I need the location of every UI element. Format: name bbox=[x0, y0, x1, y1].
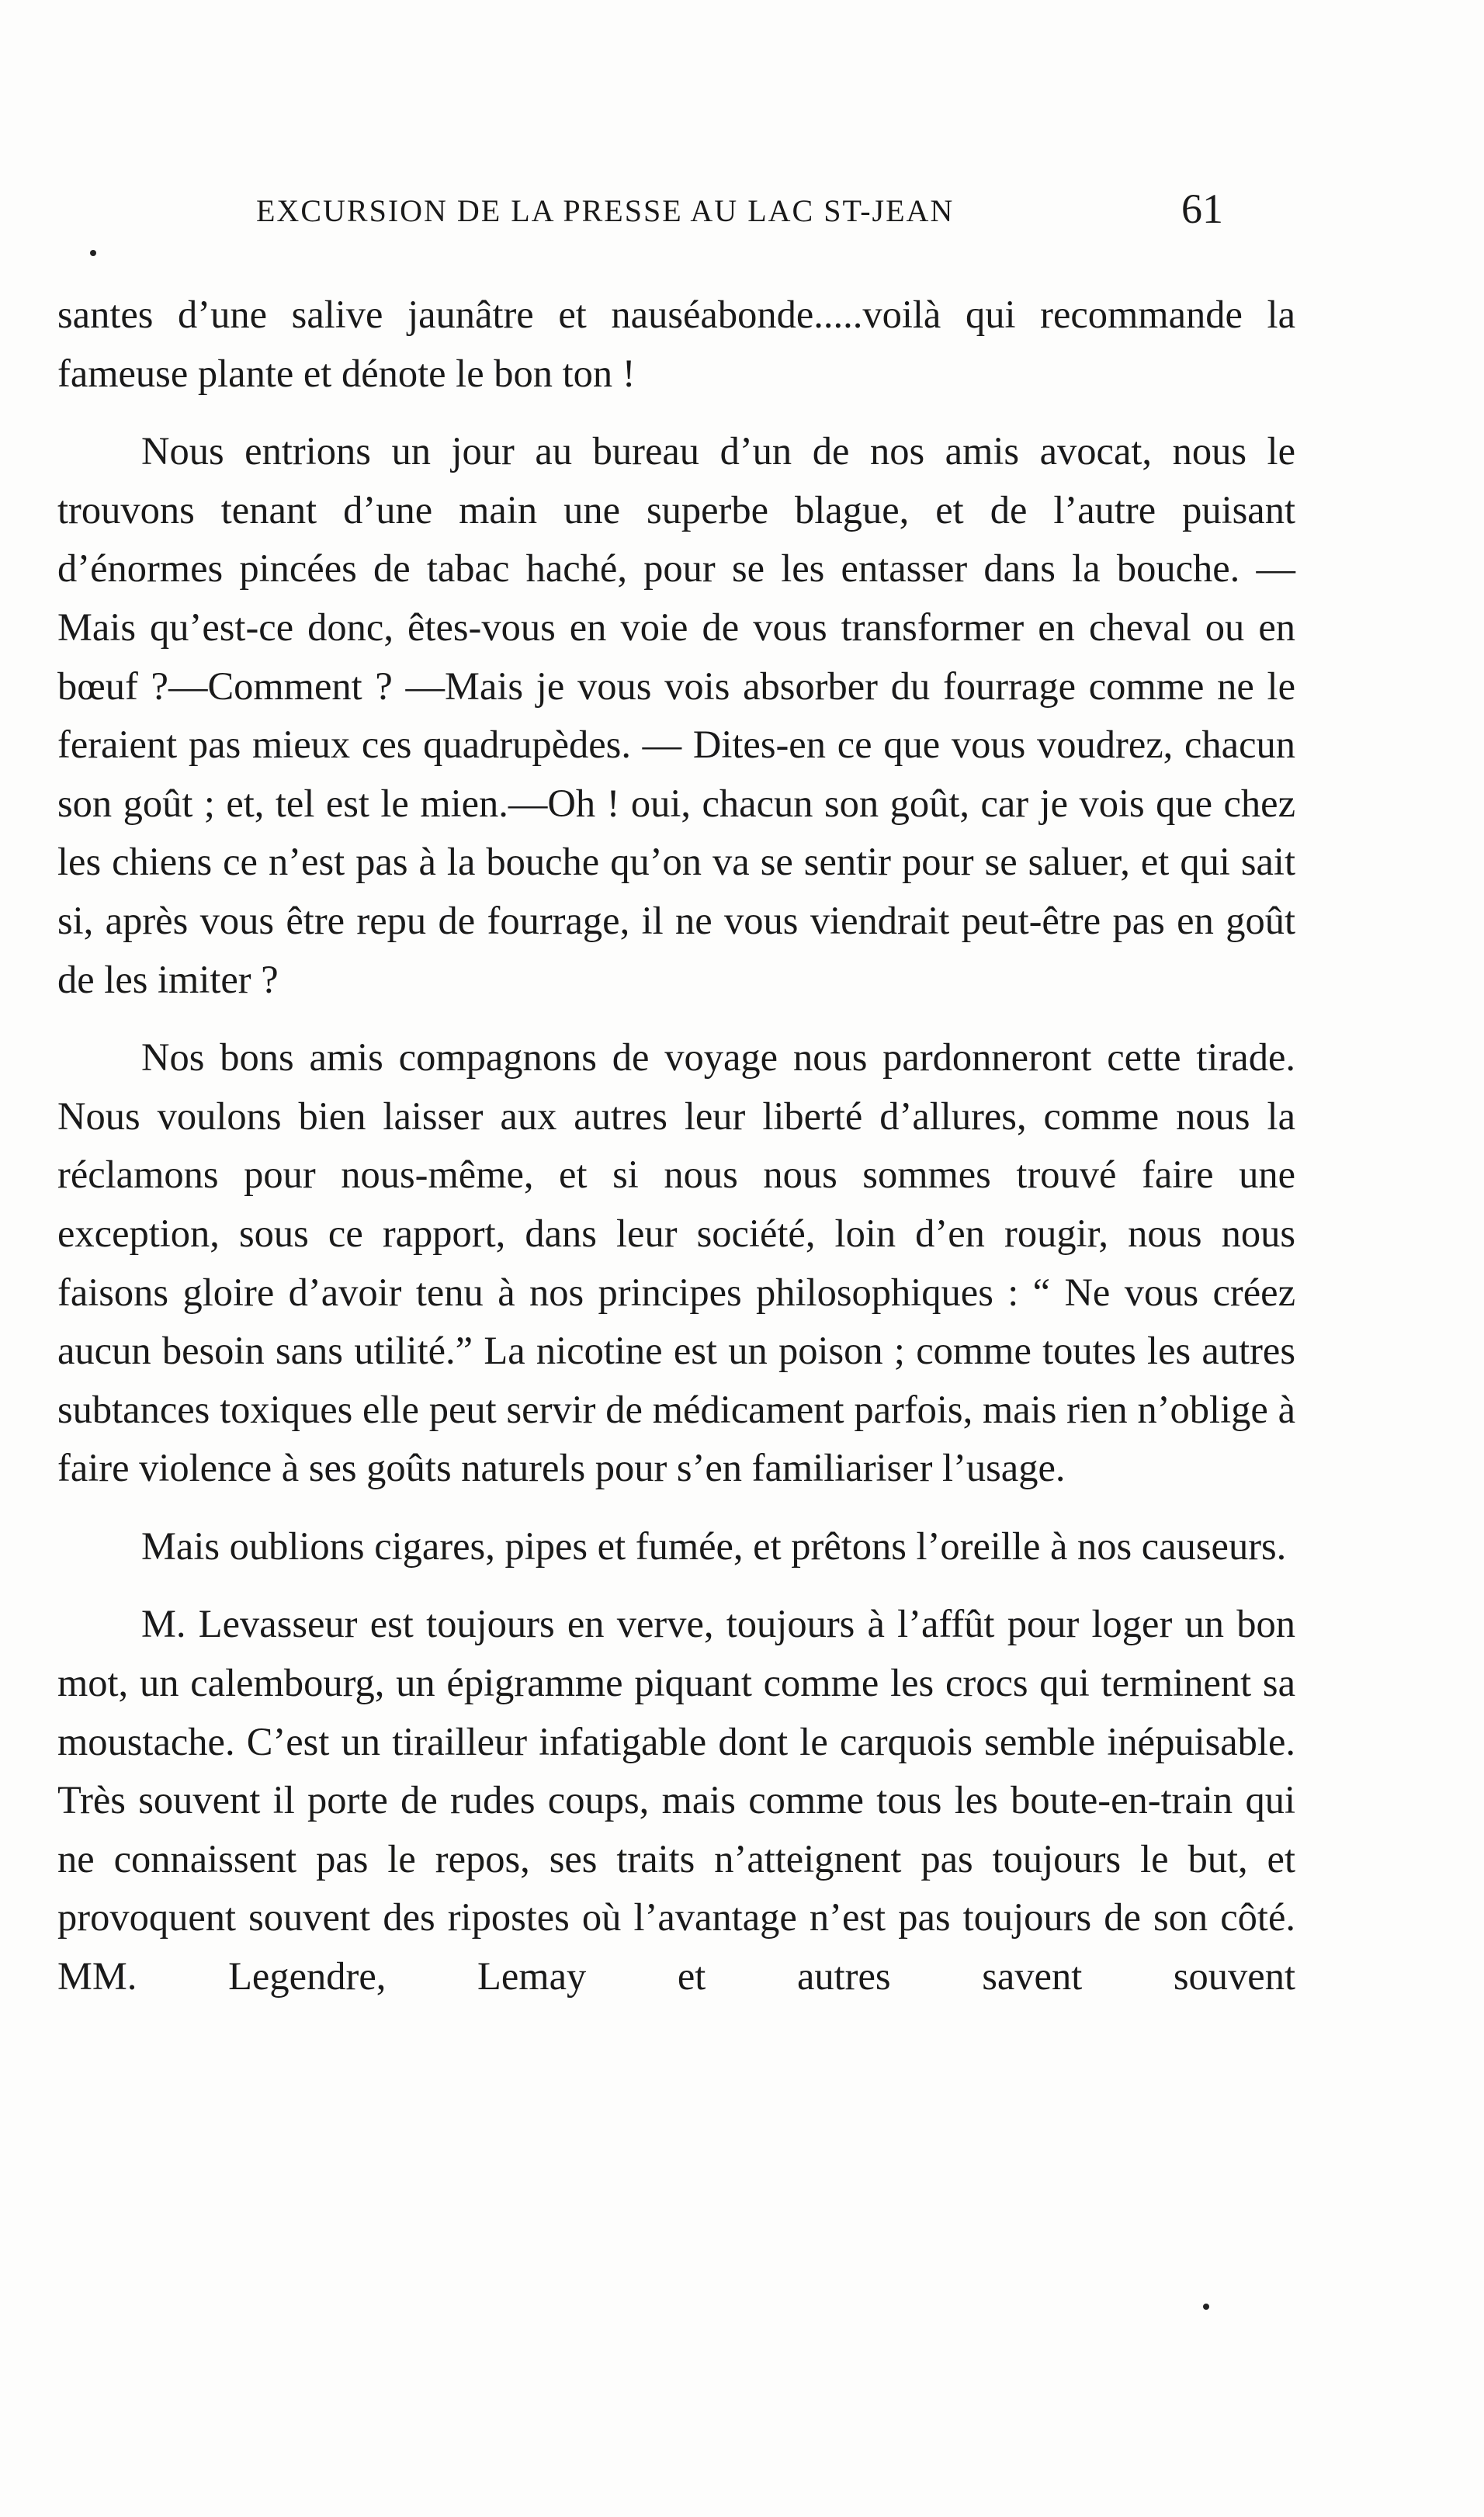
paragraph-continuation: santes d’une salive jaunâtre et nauséabonde.....voilà qui recommande la fameuse plante et dénote le bon ton ! bbox=[57, 293, 1295, 395]
paragraph-levasseur: M. Levasseur est toujours en verve, toujours à l’affût pour loger un bon mot, un calembourg, un épigramme piquant comme les crocs qui terminent sa moustache. C’est un tirailleur infatigable dont le carquois semble inépuisable. Très souvent il porte de rudes coups, mais comme tous les boute-en-train qui ne connaissent pas le repos, ses traits n’atteignent pas toujours le but, et provoquent souvent des ripostes où l’avantage n’est pas toujours de son côté. MM. Legendre, Lemay et autres savent souvent bbox=[57, 1602, 1295, 1999]
body-text bbox=[57, 286, 1295, 2006]
ink-speck bbox=[90, 250, 96, 256]
paragraph-tirade: Nos bons amis compagnons de voyage nous pardonneront cette tirade. Nous voulons bien laisser aux autres leur liberté d’allures, comme nous la réclamons pour nous-même, et si nous nous sommes trouvé faire une exception, sous ce rapport, dans leur société, loin d’en rougir, nous nous faisons gloire d’avoir tenu à nos principes philosophiques : “ Ne vous créez aucun besoin sans utilité.” La nicotine est un poison ; comme toutes les autres subtances toxiques elle peut servir de médicament parfois, mais rien n’oblige à faire violence à ses goûts naturels pour s’en familiariser l’usage. bbox=[57, 1035, 1295, 1490]
paragraph-avocat-anecdote: Nous entrions un jour au bureau d’un de nos amis avocat, nous le trouvons tenant d’une main une superbe blague, et de l’autre puisant d’énormes pincées de tabac haché, pour se les entasser dans la bouche. — Mais qu’est-ce donc, êtes-vous en voie de vous transformer en cheval ou en bœuf ?—Comment ? —Mais je vous vois absorber du fourrage comme ne le feraient pas mieux ces quadrupèdes. — Dites-en ce que vous voudrez, chacun son goût ; et, tel est le mien.—Oh ! oui, chacun son goût, car je vois que chez les chiens ce n’est pas à la bouche qu’on va se sentir pour se saluer, et qui sait si, après vous être repu de fourrage, il ne vous viendrait peut-être pas en goût de les imiter ? bbox=[57, 429, 1295, 1001]
ink-speck bbox=[1203, 2304, 1209, 2310]
running-title: EXCURSION DE LA PRESSE AU LAC ST-JEAN bbox=[256, 193, 955, 228]
running-head bbox=[0, 185, 1484, 239]
paragraph-causeurs: Mais oublions cigares, pipes et fumée, et prêtons l’oreille à nos causeurs. bbox=[141, 1524, 1287, 1568]
page-number: 61 bbox=[1181, 185, 1223, 232]
